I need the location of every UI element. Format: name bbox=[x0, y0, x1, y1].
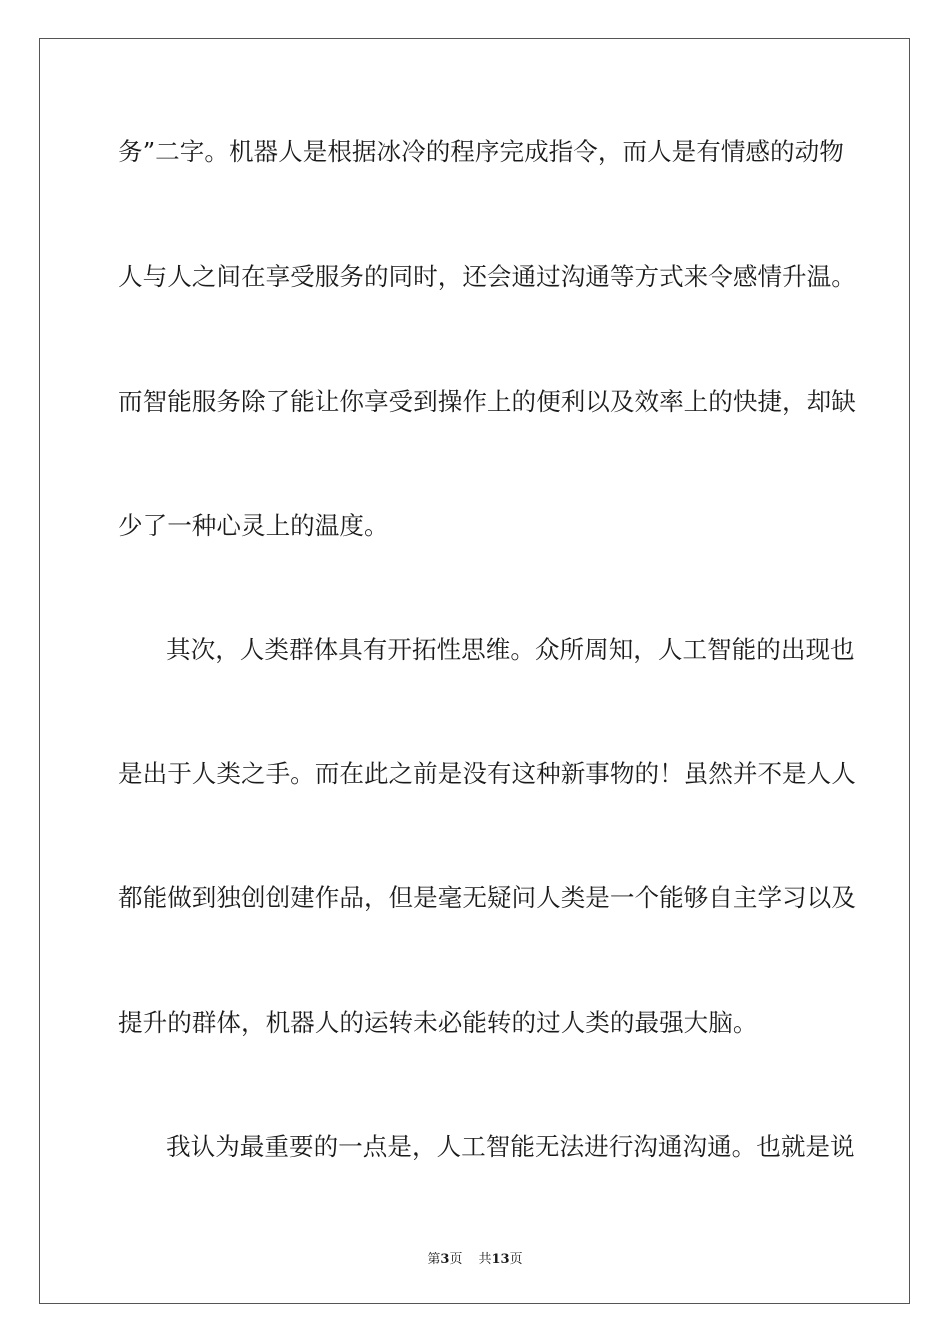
footer-page-suffix: 页 bbox=[449, 1252, 463, 1267]
body-line-1: 务”二字。机器人是根据冰冷的程序完成指令，而人是有情感的动物 bbox=[118, 137, 844, 166]
body-line-6: 是出于人类之手。而在此之前是没有这种新事物的！虽然并不是人人 bbox=[118, 759, 856, 788]
body-line-4: 少了一种心灵上的温度。 bbox=[118, 511, 389, 540]
footer-total-suffix: 页 bbox=[509, 1252, 523, 1267]
page-border bbox=[39, 38, 910, 1304]
body-line-5: 其次，人类群体具有开拓性思维。众所周知，人工智能的出现也 bbox=[166, 635, 855, 664]
footer-total-prefix: 共 bbox=[478, 1252, 492, 1267]
page-footer bbox=[0, 1248, 950, 1267]
body-line-3: 而智能服务除了能让你享受到操作上的便利以及效率上的快捷，却缺 bbox=[118, 387, 856, 416]
footer-page-prefix: 第 bbox=[427, 1252, 441, 1267]
body-line-9: 我认为最重要的一点是，人工智能无法进行沟通沟通。也就是说 bbox=[166, 1132, 855, 1161]
footer-total-number: 13 bbox=[491, 1252, 510, 1267]
footer-page-number: 3 bbox=[440, 1252, 450, 1267]
body-line-2: 人与人之间在享受服务的同时，还会通过沟通等方式来令感情升温。 bbox=[118, 262, 856, 291]
body-line-7: 都能做到独创创建作品，但是毫无疑问人类是一个能够自主学习以及 bbox=[118, 883, 856, 912]
body-line-8: 提升的群体，机器人的运转未必能转的过人类的最强大脑。 bbox=[118, 1008, 758, 1037]
